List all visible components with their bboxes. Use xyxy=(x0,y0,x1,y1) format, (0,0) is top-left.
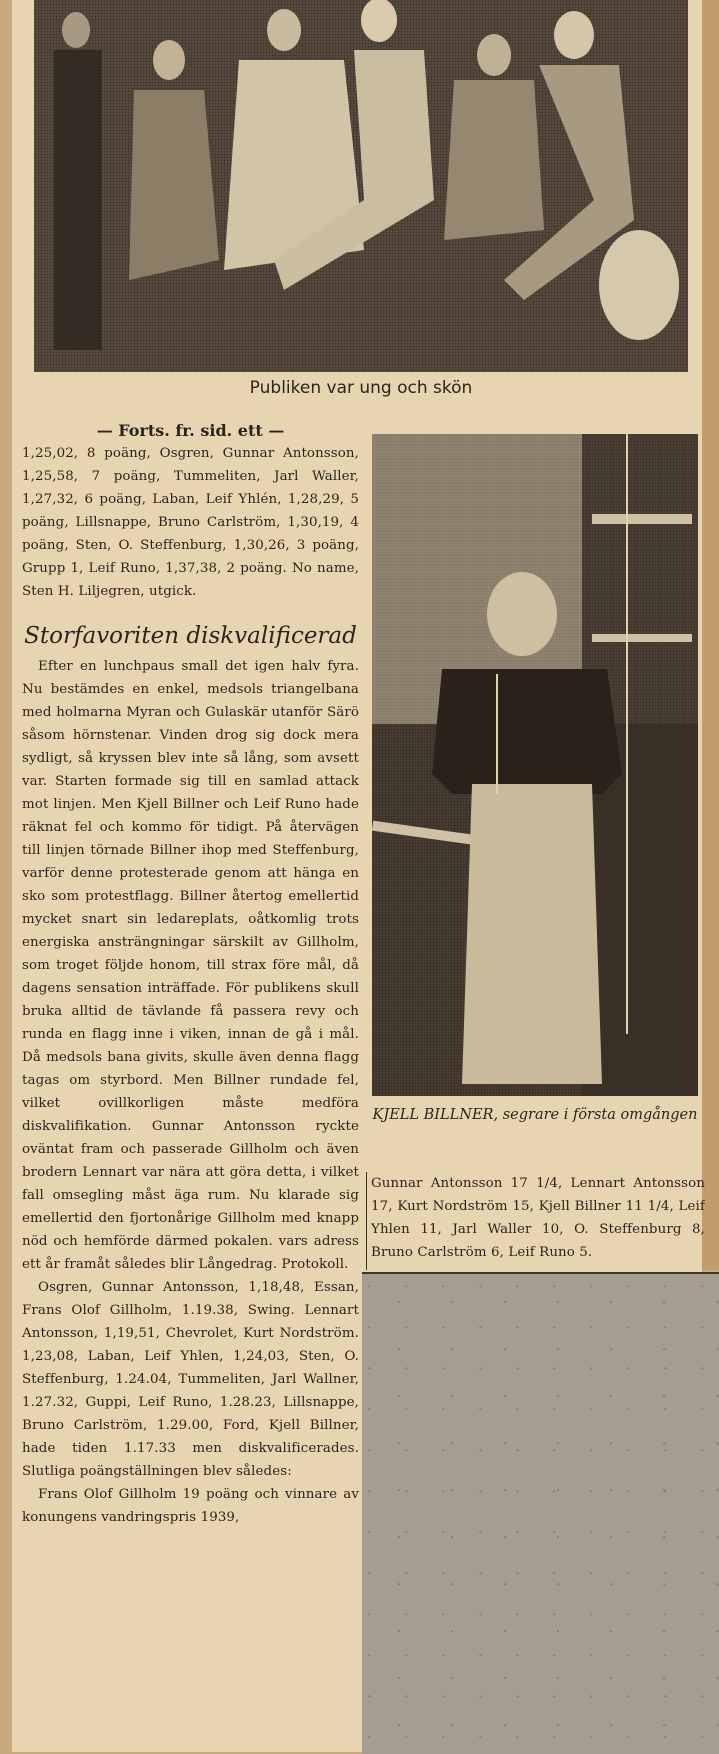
article-headline: Storfavoriten diskvalificerad xyxy=(24,623,357,649)
continuation-standings: Gunnar Antonsson 17 1/4, Lennart Antonsson 17, Kurt Nordström 15, Kjell Billner 11 1/4, Leif Yhlen 11, Jarl Waller 10, O. Steffenburg 8, Bruno Carlström 6, Leif Runo 5. xyxy=(371,1176,705,1260)
photo-audience-icon xyxy=(34,0,688,372)
article-right-column xyxy=(366,1172,705,1270)
cardboard-backing xyxy=(362,1272,719,1754)
standings-paragraph: Frans Olof Gillholm 19 poäng och vinnare av konungens vandringspris 1939, xyxy=(22,1487,359,1525)
continued-label: — Forts. fr. sid. ett — xyxy=(96,421,285,440)
caption-name: KJELL BILLNER, xyxy=(372,1107,499,1123)
caption-text: segrare i första omgången xyxy=(502,1107,698,1123)
clipping-edge xyxy=(702,0,719,1270)
portrait-photo-caption xyxy=(368,1104,702,1127)
audience-photo xyxy=(34,0,688,372)
intro-results: 1,25,02, 8 poäng, Osgren, Gunnar Antonsson, 1,25,58, 7 poäng, Tummeliten, Jarl Waller, 1,27,32, 6 poäng, Laban, Leif Yhlén, 1,28,29, 5 poäng, Lillsnappe, Bruno Carlström, 1,30,19, 4 poäng, Sten, O. Steffenburg, 1,30,26, 3 poäng, Grupp 1, Leif Runo, 1,37,38, 2 poäng. No name, Sten H. Liljegren, utgick. xyxy=(22,446,359,599)
article-paragraph: Efter en lunchpaus small det igen halv fyra. Nu bestämdes en enkel, medsols triangelbana med holmarna Myran och Gulaskär utanför Särö såsom hörnstenar. Vinden drog sig dock mera sydligt, så kryssen blev inte så lång, som avsett var. Starten formade sig till en samlad attack mot linjen. Men Kjell Billner och Leif Runo hade räknat fel och kommo för tidigt. På återvägen till linjen törnade Billner ihop med Steffenburg, varför denne protesterade genom att hänga en sko som protestflagg. Billner återtog emellertid mycket snart sin ledareplats, oåtkomlig trots energiska ansträngningar särskilt av Gillholm, som troget följde honom, till strax före mål, då dagens sensation inträffade. För publikens skull bruka alltid de tävlande få passera revy och runda en flagg inne i viken, innan de gå i mål. Då medsols bana givits, skulle även denna flagg tagas om styrbord. Men Billner rundade fel, vilket ovillkorligen måste medföra diskvalifikation. Gunnar Antonsson ryckte oväntat fram och passerade Gillholm och även brodern Lennart var nära att göra detta, i vilket fall omsegling måst äga rum. Nu klarade sig emellertid den fjortonårige Gillholm med knapp nöd och hemförde därmed pokalen. vars adress ett år framåt således blir Långedrag. Protokoll. xyxy=(22,659,359,1272)
photo-portrait-icon xyxy=(372,434,698,1096)
article-left-column xyxy=(22,415,359,1529)
audience-photo-caption: Publiken var ung och skön xyxy=(249,378,473,398)
results-paragraph: Osgren, Gunnar Antonsson, 1,18,48, Essan, Frans Olof Gillholm, 1.19.38, Swing. Lennart Antonsson, 1,19,51, Chevrolet, Kurt Nordström. 1,23,08, Laban, Leif Yhlen, 1,24,03, Sten, O. Steffenburg, 1.24.04, Tummeliten, Jarl Wallner, 1.27.32, Guppi, Leif Runo, 1.28.23, Lillsnappe, Bruno Carlström, 1.29.00, Ford, Kjell Billner, hade tiden 1.17.33 men diskvalificerades. Slutliga poängställningen blev således: xyxy=(22,1280,359,1479)
portrait-photo xyxy=(372,434,698,1096)
